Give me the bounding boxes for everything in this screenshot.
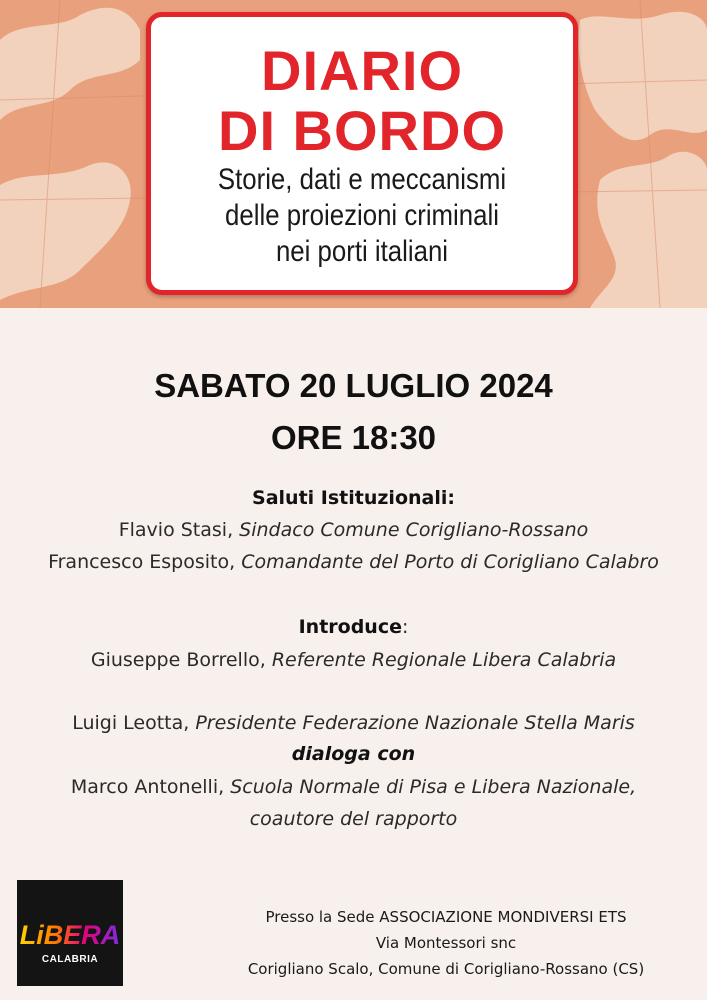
speaker-2-role-line-2: coautore del rapporto	[249, 808, 458, 830]
greeting-1-role: Sindaco Comune Corigliano-Rossano	[239, 519, 589, 541]
intro-speaker-name: Giuseppe Borrello	[90, 649, 260, 671]
intro-speaker: Giuseppe Borrello, Referente Regionale Libera Calabria	[90, 649, 617, 671]
greetings-heading: Saluti Istituzionali:	[252, 487, 455, 509]
dialogue-label: dialoga con	[291, 743, 416, 765]
subtitle	[181, 162, 544, 270]
libera-logo-graphic	[17, 880, 123, 986]
subtitle-line-3: nei porti italiani	[275, 235, 449, 268]
subtitle-line-2: delle proiezioni criminali	[225, 199, 499, 232]
greeting-1: Flavio Stasi, Sindaco Comune Corigliano-Rossano	[118, 519, 589, 541]
event-time: ORE 18:30	[270, 419, 437, 456]
speaker-1: Luigi Leotta, Presidente Federazione Nazionale Stella Maris	[72, 712, 635, 734]
libera-logo-region: CALABRIA	[41, 954, 99, 965]
intro-heading: Introduce:	[298, 616, 409, 638]
speaker-1-name: Luigi Leotta	[72, 712, 184, 734]
title-line-2: DI BORDO	[218, 99, 506, 162]
intro-speaker-role: Referente Regionale Libera Calabria	[271, 649, 617, 671]
map-banner	[0, 0, 707, 308]
venue-line-3: Corigliano Scalo, Comune di Corigliano-Rossano (CS)	[247, 960, 645, 978]
venue-line-2: Via Montessori snc	[375, 934, 517, 952]
title-card	[146, 12, 578, 295]
greeting-2: Francesco Esposito, Comandante del Porto di Corigliano Calabro	[48, 551, 659, 573]
subtitle-line-1: Storie, dati e meccanismi	[217, 163, 507, 196]
greeting-2-name: Francesco Esposito	[48, 551, 230, 573]
greeting-1-name: Flavio Stasi	[118, 519, 228, 541]
venue-line-1: Presso la Sede ASSOCIAZIONE MONDIVERSI ETS	[265, 908, 627, 926]
libera-logo-text: LiBERA	[19, 920, 121, 950]
title-line-1: DIARIO	[261, 39, 463, 102]
speaker-2-role-1: Scuola Normale di Pisa e Libera Nazionale,	[230, 776, 637, 798]
speaker-2-name: Marco Antonelli	[70, 776, 219, 798]
greeting-2-role: Comandante del Porto di Corigliano Calabro	[241, 551, 659, 573]
speaker-1-role: Presidente Federazione Nazionale Stella Maris	[195, 712, 635, 734]
event-date: SABATO 20 LUGLIO 2024	[154, 367, 553, 404]
libera-logo	[17, 880, 123, 986]
speaker-2: Marco Antonelli, Scuola Normale di Pisa e Libera Nazionale,	[70, 776, 637, 798]
